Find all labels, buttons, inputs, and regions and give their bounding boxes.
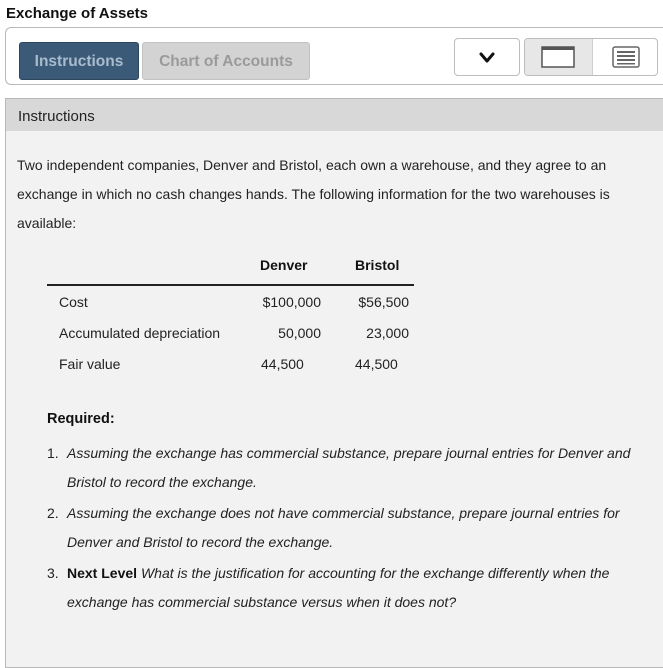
- denver-value: 50,000: [278, 325, 321, 341]
- item-text: What is the justification for accounting for the exchange differently when the exchange has commercial substance versus when it does not?: [67, 565, 610, 610]
- row-label: Accumulated depreciation: [59, 325, 221, 341]
- list-item: [47, 499, 647, 557]
- item-number: 2.: [47, 505, 59, 521]
- bristol-value: 23,000: [366, 325, 409, 341]
- toolbar: [5, 27, 663, 85]
- tab-instructions[interactable]: Instructions: [19, 42, 139, 80]
- view-dropdown-button[interactable]: [454, 38, 520, 76]
- row-label: Fair value: [59, 356, 121, 372]
- column-header-bristol: Bristol: [355, 257, 400, 273]
- bristol-value: 44,500: [355, 356, 398, 372]
- instructions-panel: [5, 98, 663, 668]
- list-item: [47, 439, 647, 497]
- view-toggle-group: [524, 38, 658, 76]
- item-lead: Next Level: [67, 565, 138, 581]
- denver-value: 44,500: [261, 356, 304, 372]
- item-number: 1.: [47, 445, 59, 461]
- table-header-rule: [47, 284, 414, 286]
- denver-value: $100,000: [262, 294, 321, 310]
- item-text: Assuming the exchange has commercial substance, prepare journal entries for Denver and Bristol to record the exchange.: [67, 445, 631, 490]
- column-header-denver: Denver: [260, 257, 308, 273]
- item-text: Assuming the exchange does not have commercial substance, prepare journal entries for Denver and Bristol to record the exchange.: [67, 505, 620, 550]
- item-number: 3.: [47, 565, 59, 581]
- list-icon: [612, 46, 640, 68]
- row-label: Cost: [59, 294, 88, 310]
- split-view-button[interactable]: [525, 39, 593, 75]
- list-view-button[interactable]: [592, 39, 658, 75]
- panel-header: Instructions: [6, 99, 663, 131]
- required-list: [47, 439, 647, 619]
- bristol-value: $56,500: [358, 294, 409, 310]
- page-title: Exchange of Assets: [6, 5, 148, 22]
- tab-chart-of-accounts[interactable]: Chart of Accounts: [142, 42, 310, 80]
- intro-paragraph: Two independent companies, Denver and Bristol, each own a warehouse, and they agree to an exchange in which no cash changes hands. The following information for the two warehouses is available:: [17, 157, 610, 231]
- chevron-down-icon: [479, 52, 495, 64]
- required-heading: Required:: [47, 411, 115, 427]
- list-item: [47, 559, 647, 617]
- window-icon: [541, 46, 575, 68]
